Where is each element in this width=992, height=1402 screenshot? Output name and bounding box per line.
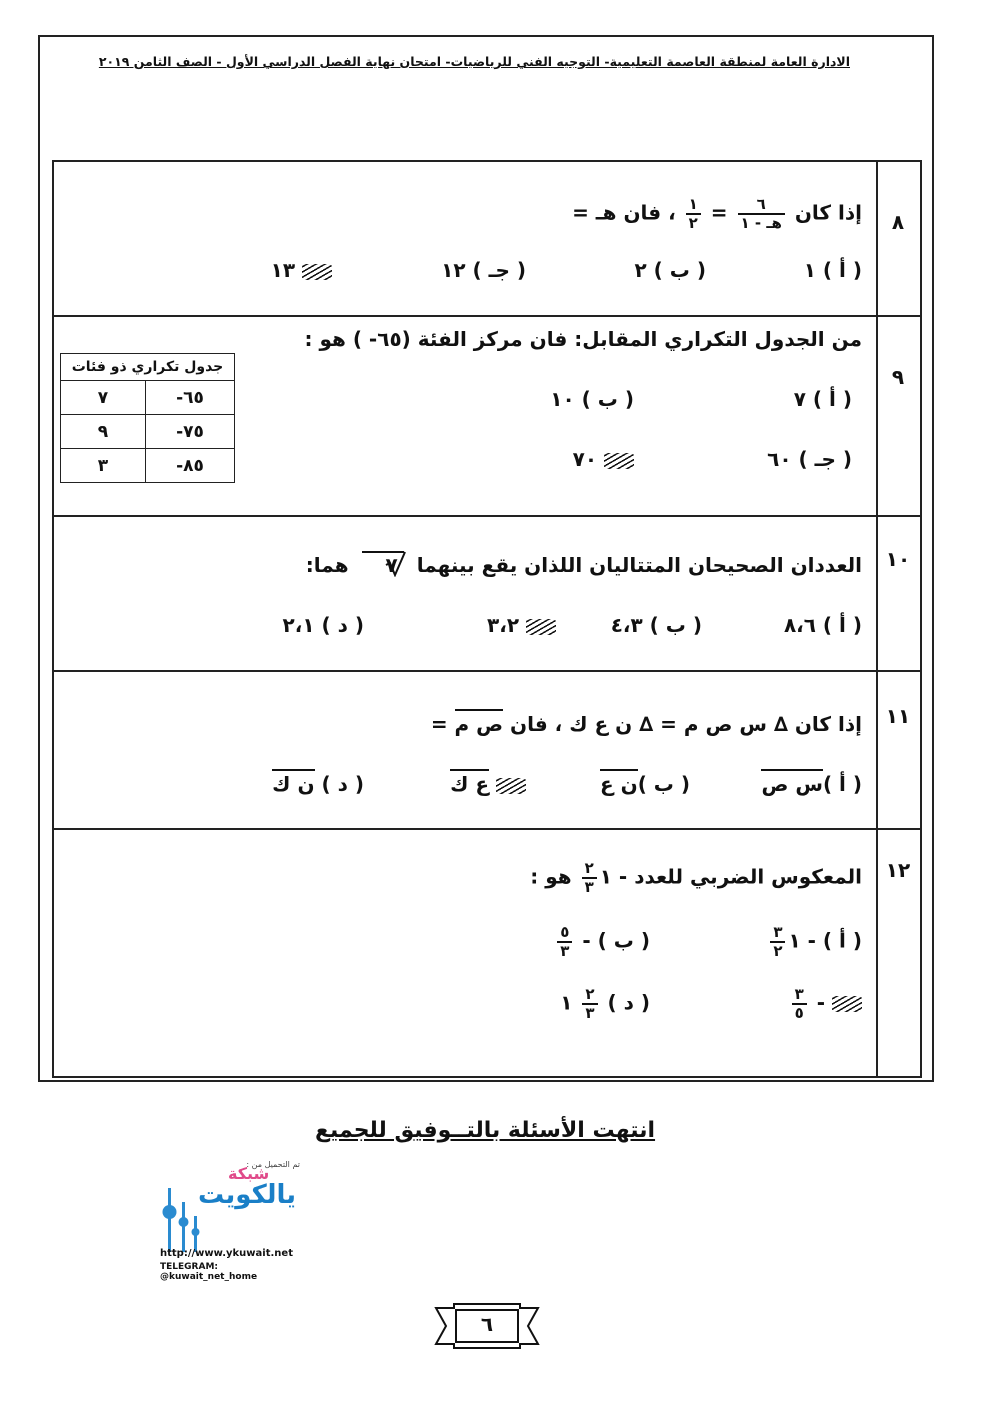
table-row: ٧٥- ٩	[61, 415, 235, 449]
option-c-marked[interactable]: ع ك	[450, 772, 526, 796]
logo-caption: تم التحميل من :	[246, 1160, 300, 1169]
questions-grid	[52, 160, 922, 1078]
option-d-marked[interactable]: ٧٠	[573, 447, 634, 471]
hatch-mark-icon	[496, 778, 526, 794]
option-b[interactable]: ( ب ) ١٠	[550, 387, 634, 411]
option-a[interactable]: ( أ ) ١	[803, 258, 862, 282]
exam-header: الادارة العامة لمنطقة العاصمة التعليمية- التوجيه الفني للرياضيات- امتحان نهاية الفصل الدراسي الأول - الصف الثامن ٢٠١٩	[98, 54, 850, 69]
square-root: ٧	[362, 553, 404, 577]
question-text: إذا كان ∆ س ص م = ∆ ن ع ك ، فان ص م =	[431, 712, 862, 736]
fraction: $\frac{٦}{\text{هـ - ١}}$	[738, 196, 785, 232]
question-number: ٩	[891, 365, 905, 389]
question-row-10	[54, 517, 920, 672]
hatch-mark-icon	[302, 264, 332, 280]
site-logo	[160, 1160, 300, 1280]
logo-telegram: TELEGRAM: @kuwait_net_home	[160, 1262, 258, 1282]
hatch-mark-icon	[604, 453, 634, 469]
number-cell	[876, 317, 920, 515]
option-d[interactable]: ( د ) ن ك	[272, 772, 364, 796]
option-d[interactable]: ( د ) ٢،١	[282, 613, 364, 637]
logo-name: يالكويت	[198, 1180, 296, 1210]
option-b[interactable]: ( ب ) ٤،٣	[610, 613, 702, 637]
question-text: المعكوس الضربي للعدد - ١ $\frac{٢}{٣}$ هو :	[530, 859, 862, 896]
question-number: ١١	[885, 704, 911, 728]
option-a[interactable]: ( أ ) ٨،٦	[783, 613, 862, 637]
table-row: ٦٥- ٧	[61, 381, 235, 415]
question-text: إذا كان $\frac{٦}{\text{هـ - ١}}$ = $\frac{١}{٢}$ ، فان هـ =	[572, 195, 862, 232]
option-c[interactable]: ( جـ ) ١٢	[441, 258, 526, 282]
question-row-11	[54, 672, 920, 830]
option-a[interactable]: ( أ ) - ١ $\frac{٣}{٢}$	[767, 924, 862, 960]
hatch-mark-icon	[526, 619, 556, 635]
option-b[interactable]: ( ب )ن ع	[600, 772, 690, 796]
number-cell	[876, 162, 920, 315]
question-number: ٨	[891, 210, 905, 234]
option-c-marked[interactable]: - $\frac{٣}{٥}$	[789, 986, 862, 1022]
question-row-8	[54, 162, 920, 317]
segment: ص م	[455, 709, 504, 736]
option-c[interactable]: ( جـ ) ٦٠	[767, 447, 852, 471]
option-d[interactable]: ( د ) $\frac{٢}{٣}$ ١	[560, 985, 650, 1022]
question-row-9	[54, 317, 920, 517]
option-d-marked[interactable]: ١٣	[271, 258, 332, 282]
question-number: ١٢	[885, 858, 911, 882]
logo-name-top: شبكة	[228, 1164, 270, 1183]
closing-message: انتهت الأسئلة بالتــوفيق للجميع	[314, 1118, 656, 1143]
page-number-box	[432, 1300, 542, 1352]
option-b[interactable]: ( ب ) ٢	[634, 258, 706, 282]
question-row-12	[54, 830, 920, 1076]
question-text: العددان الصحيحان المتتاليان اللذان يقع بينهما ٧ هما:	[305, 553, 862, 577]
option-b[interactable]: ( ب ) - $\frac{٥}{٣}$	[554, 924, 650, 960]
page-number: ٦	[480, 1312, 494, 1336]
frequency-table	[60, 353, 235, 483]
question-text: من الجدول التكراري المقابل: فان مركز الفئة (٦٥- ) هو :	[304, 327, 862, 351]
radical-icon	[384, 551, 406, 577]
number-cell	[876, 517, 920, 670]
question-number: ١٠	[885, 547, 911, 571]
option-c-marked[interactable]: ٣،٢	[487, 613, 556, 637]
logo-url: http://www.ykuwait.net	[160, 1248, 293, 1259]
option-a[interactable]: ( أ ) ٧	[793, 387, 852, 411]
option-a[interactable]: ( أ )س ص	[761, 772, 862, 796]
table-row: ٨٥- ٣	[61, 449, 235, 483]
table-title: جدول تكراري ذو فئات	[61, 354, 235, 381]
hatch-mark-icon	[832, 996, 862, 1012]
number-cell	[876, 672, 920, 828]
fraction: $\frac{١}{٢}$	[686, 196, 701, 232]
